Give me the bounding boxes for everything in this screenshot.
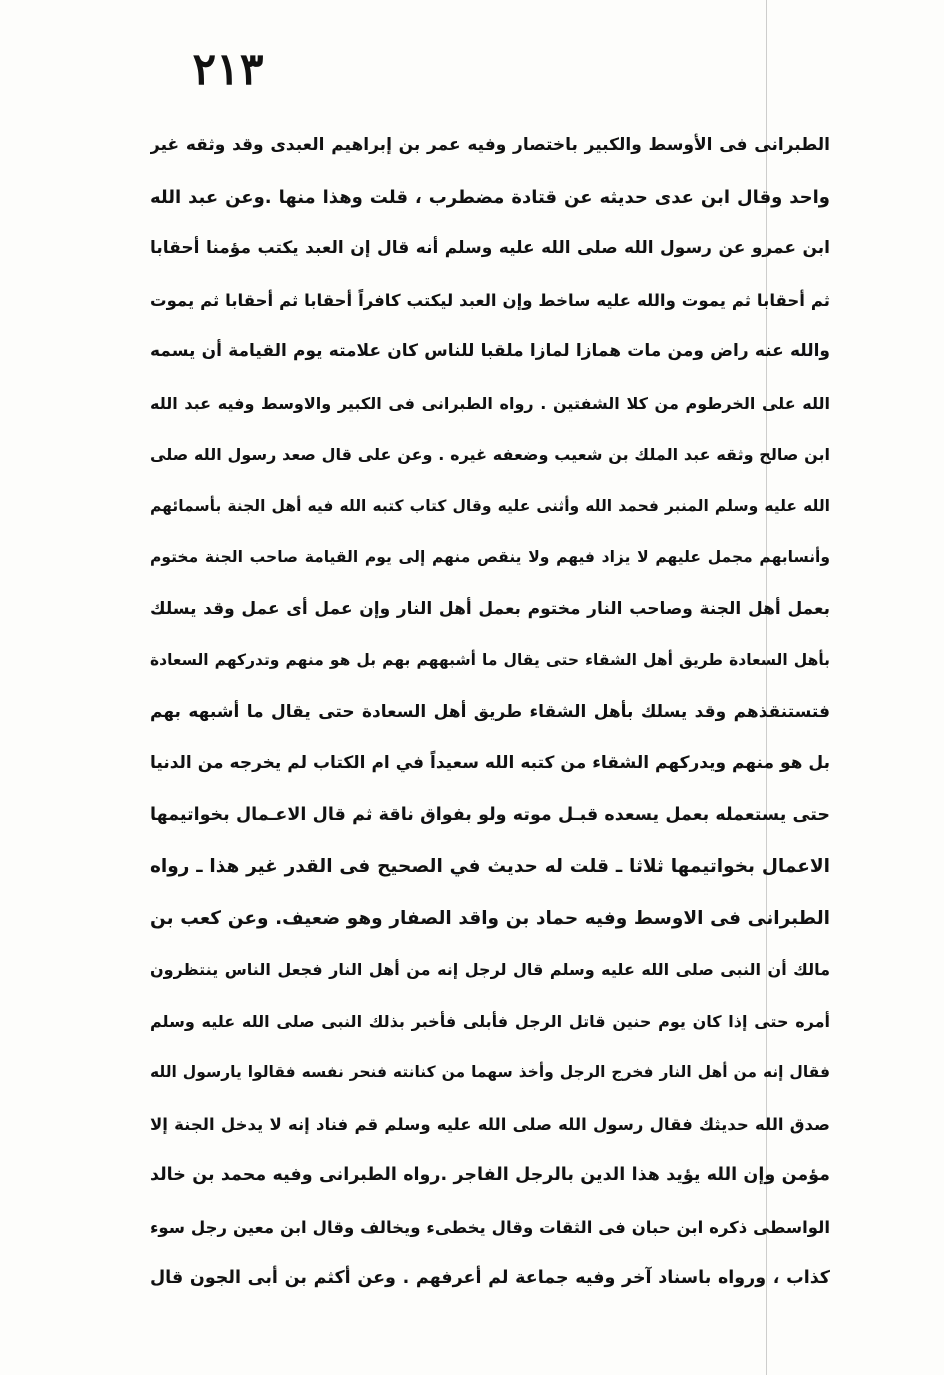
text-line: ابن عمرو عن رسول الله صلى الله عليه وسلم أنه قال إن العبد يكتب مؤمنا أحقابا (150, 238, 830, 258)
text-line: وأنسابهم مجمل عليهم لا يزاد فيهم ولا ينقص منهم إلى يوم القيامة صاحب الجنة مختوم (150, 548, 830, 566)
text-line: أمره حتى إذا كان يوم حنين قاتل الرجل فأبلى فأخبر بذلك النبى صلى الله عليه وسلم (150, 1011, 830, 1031)
text-line: فتستنقذهم وقد يسلك بأهل الشقاء طريق أهل السعادة حتى يقال ما أشبهه بهم (150, 701, 830, 722)
text-line: الله على الخرطوم من كلا الشفتين . رواه الطبرانى فى الكبير والاوسط وفيه عبد الله (150, 393, 830, 413)
page-number: ٢١٣ (192, 44, 264, 95)
text-line: صدق الله حديثك فقال رسول الله صلى الله عليه وسلم قم فناد إنه لا يدخل الجنة إلا (150, 1114, 830, 1134)
text-line: مالك أن النبى صلى الله عليه وسلم قال لرجل إنه من أهل النار فجعل الناس ينتظرون (150, 960, 830, 979)
text-line: فقال إنه من أهل النار فخرج الرجل وأخذ سهما من كنانته فنحر نفسه فقالوا يارسول الله (150, 1063, 830, 1081)
text-line: حتى يستعمله بعمل يسعده قبـل موته ولو بفواق ناقة ثم قال الاعـمال بخواتيمها (150, 804, 830, 825)
text-line: الطبرانى فى الاوسط وفيه حماد بن واقد الصفار وهو ضعيف. وعن كعب بن (150, 907, 830, 929)
text-line: بل هو منهم ويدركهم الشقاء من كتبه الله سعيداً في ام الكتاب لم يخرجه من الدنيا (150, 753, 830, 773)
text-line: الطبرانى فى الأوسط والكبير باختصار وفيه عمر بن إبراهيم العبدى وقد وثقه غير (150, 135, 830, 155)
text-line: مؤمن وإن الله يؤيد هذا الدين بالرجل الفاجر .رواه الطبرانى وفيه محمد بن خالد (150, 1165, 830, 1185)
text-line: بعمل أهل الجنة وصاحب النار مختوم بعمل أهل النار وإن عمل أى عمل وقد يسلك (150, 598, 830, 619)
text-line: الاعمال بخواتيمها ثلاثا ـ قلت له حديث في الصحيح فى القدر غير هذا ـ رواه (150, 856, 830, 877)
text-line: ثم أحقابا ثم يموت والله عليه ساخط وإن العبد ليكتب كافراً أحقابا ثم أحقابا ثم يموت (150, 290, 830, 310)
text-line: واحد وقال ابن عدى حديثه عن قتادة مضطرب ، قلت وهذا منها .وعن عبد الله (150, 186, 830, 208)
text-line: ابن صالح وثقه عبد الملك بن شعيب وضعفه غيره . وعن على قال صعد رسول الله صلى (150, 445, 830, 464)
text-line: كذاب ، ورواه باسناد آخر وفيه جماعة لم أعرفهم . وعن أكثم بن أبى الجون قال (150, 1268, 830, 1288)
arabic-text-body (150, 120, 830, 1305)
text-line: والله عنه راض ومن مات همازا لمازا ملقبا للناس كان علامته يوم القيامة أن يسمه (150, 341, 830, 361)
text-line: الله عليه وسلم المنبر فحمد الله وأثنى عليه وقال كتاب كتبه الله فيه أهل الجنة بأسمائهم (150, 496, 830, 515)
text-line: بأهل السعادة طريق أهل الشقاء حتى يقال ما أشبههم بهم بل هو منهم وتدركهم السعادة (150, 651, 830, 669)
text-line: الواسطى ذكره ابن حبان فى الثقات وقال يخطىء ويخالف وقال ابن معين رجل سوء (150, 1217, 830, 1237)
